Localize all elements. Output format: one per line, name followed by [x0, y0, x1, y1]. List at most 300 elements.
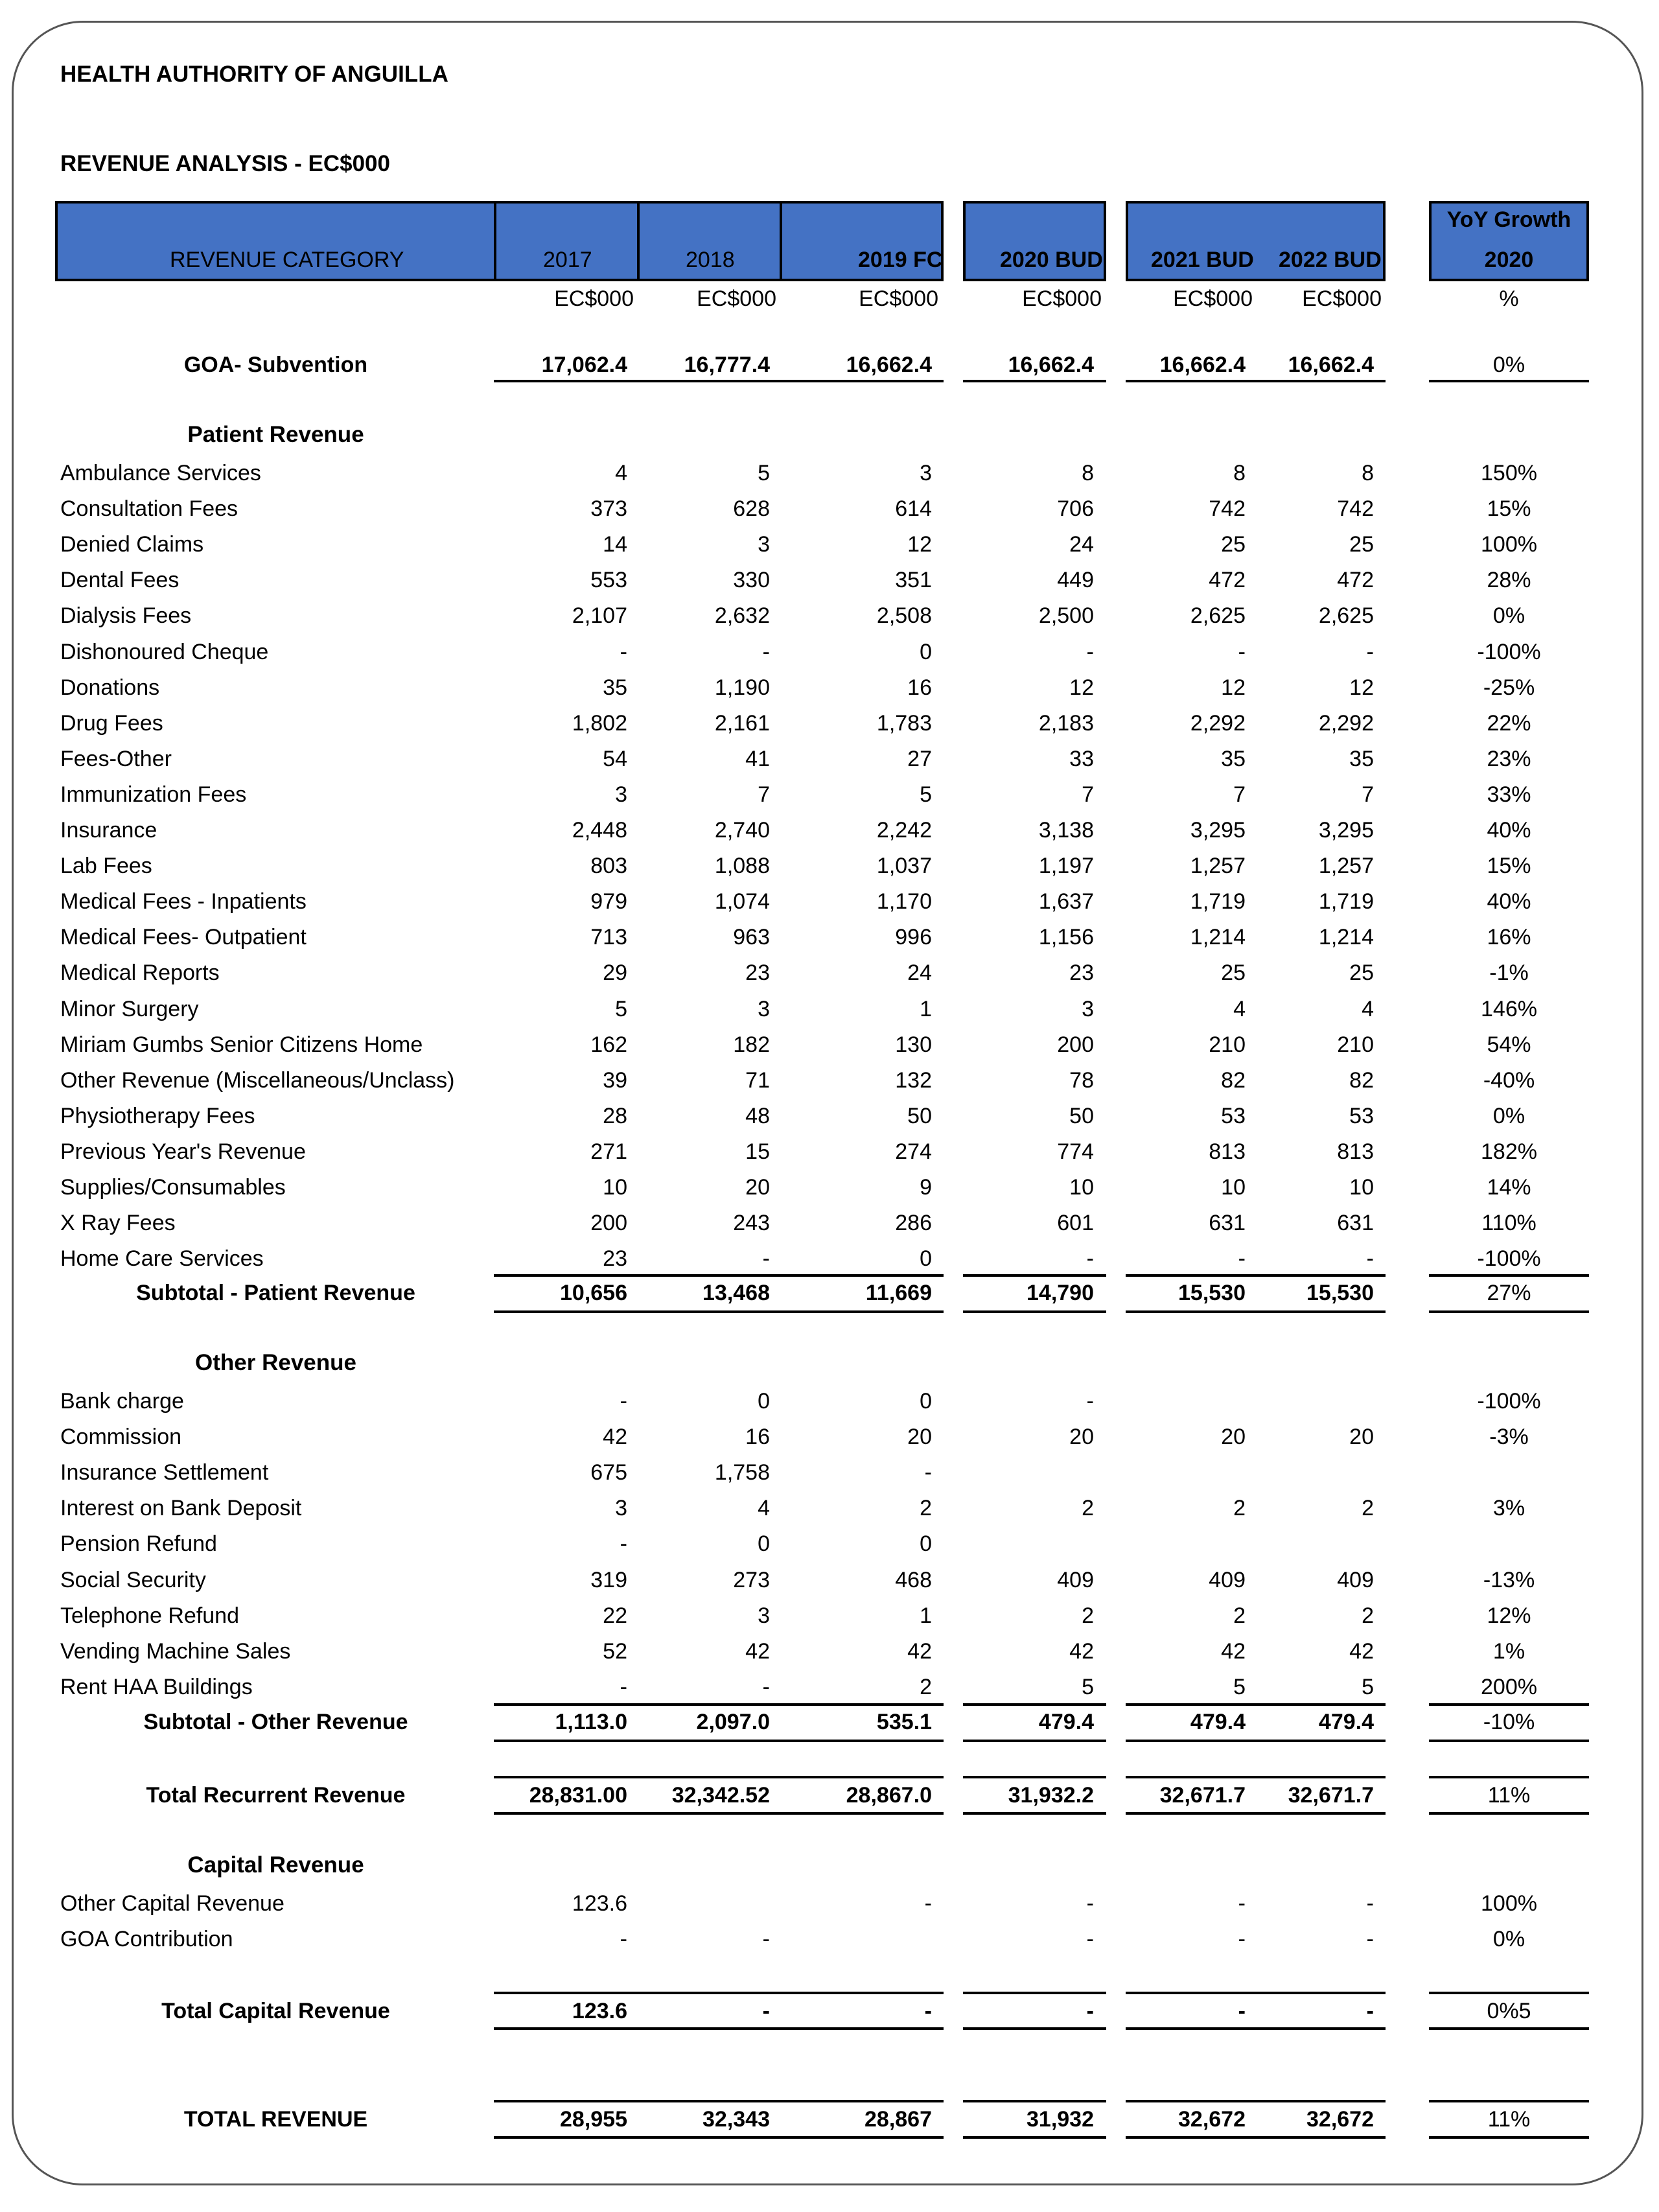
- header-yoy-growth: YoY Growth: [1446, 207, 1572, 232]
- val-yoy: 200%: [1481, 1674, 1537, 1699]
- val-2022: 1,719: [1318, 889, 1374, 914]
- val-2017: 2,448: [572, 818, 627, 843]
- organization-title: HEALTH AUTHORITY OF ANGUILLA: [60, 62, 448, 87]
- row-label: Insurance: [60, 818, 157, 843]
- val-yoy: 100%: [1481, 1891, 1537, 1916]
- val-2018: 3: [758, 532, 770, 557]
- val-2020: 706: [1057, 496, 1094, 522]
- val-2017: 28,831.00: [529, 1783, 627, 1808]
- row-label: Lab Fees: [60, 854, 152, 879]
- val-2018: 15: [745, 1139, 770, 1164]
- val-yoy: 15%: [1487, 496, 1531, 522]
- val-2022: 4: [1362, 996, 1374, 1021]
- val-2021: 32,672: [1178, 2107, 1246, 2132]
- row-label: Rent HAA Buildings: [60, 1674, 253, 1699]
- total-rule-bottom: [963, 2027, 1106, 2030]
- subvention-underline: [963, 380, 1106, 382]
- val-2020: 479.4: [1038, 1710, 1094, 1734]
- val-2021: 7: [1233, 782, 1246, 807]
- val-2020: 3: [1082, 996, 1094, 1021]
- val-2020: 31,932: [1027, 2107, 1094, 2132]
- val-2020: -: [1086, 1927, 1094, 1952]
- val-2018: 41: [745, 746, 770, 771]
- header-divider: [637, 201, 640, 281]
- val-2018: 1,088: [714, 854, 770, 879]
- header-2017: 2017: [543, 248, 592, 272]
- val-2021: 409: [1209, 1567, 1246, 1592]
- val-yoy: -3%: [1489, 1425, 1529, 1450]
- val-yoy: -13%: [1483, 1567, 1535, 1592]
- val-yoy: 54%: [1487, 1032, 1531, 1057]
- val-2021: 1,214: [1190, 925, 1246, 950]
- val-2022: 3,295: [1318, 818, 1374, 843]
- row-label: Supplies/Consumables: [60, 1175, 286, 1200]
- table-row: [0, 1063, 1659, 1099]
- row-label: Vending Machine Sales: [60, 1638, 291, 1664]
- table-row: [0, 1526, 1659, 1562]
- row-label: Medical Fees- Outpatient: [60, 925, 307, 950]
- val-2020: -: [1086, 1389, 1094, 1414]
- row-label: Dental Fees: [60, 568, 180, 593]
- table-row: [0, 992, 1659, 1027]
- val-yoy: 14%: [1487, 1175, 1531, 1200]
- val-2019: 27: [907, 746, 932, 771]
- header-2022: 2022 BUD: [1279, 248, 1382, 272]
- val-2022: 32,672: [1306, 2107, 1374, 2132]
- val-2017: 162: [590, 1032, 627, 1057]
- val-yoy: 0%: [1492, 603, 1526, 629]
- table-row: [0, 955, 1659, 991]
- total-rule-bottom: [1126, 2027, 1386, 2030]
- unit-2018: EC$000: [697, 286, 776, 311]
- val-2018: 32,342.52: [671, 1783, 770, 1808]
- header-2020: 2020 BUD: [1000, 248, 1103, 272]
- val-2022: -: [1366, 639, 1374, 664]
- val-2018: 32,343: [702, 2107, 770, 2132]
- subvention-row: [0, 347, 1659, 383]
- val-2021: 16,662.4: [1159, 353, 1246, 377]
- val-2020: 23: [1069, 960, 1094, 986]
- val-2019: 24: [907, 960, 932, 986]
- table-row: [0, 1563, 1659, 1598]
- val-2017: -: [620, 1674, 627, 1699]
- row-label: Subtotal - Other Revenue: [143, 1710, 408, 1734]
- val-2017: 803: [590, 854, 627, 879]
- val-2021: 2: [1233, 1496, 1246, 1521]
- val-2022: 409: [1337, 1567, 1374, 1592]
- val-2020: 20: [1069, 1425, 1094, 1450]
- table-row: [0, 777, 1659, 813]
- val-2022: 25: [1349, 960, 1374, 986]
- val-2017: 553: [590, 568, 627, 593]
- subtotal-rule-bottom: [1429, 1310, 1589, 1313]
- val-2019: 1,170: [876, 889, 932, 914]
- val-2018: 20: [745, 1175, 770, 1200]
- val-2019: -: [924, 1891, 932, 1916]
- row-label: Total Capital Revenue: [161, 1999, 390, 2023]
- val-2018: 2,097.0: [696, 1710, 770, 1734]
- row-label: Home Care Services: [60, 1246, 264, 1272]
- total-capital-row: [0, 1994, 1659, 2029]
- table-row: [0, 884, 1659, 920]
- val-2022: 631: [1337, 1211, 1374, 1236]
- row-label: Medical Reports: [60, 960, 220, 986]
- row-label: Other Revenue (Miscellaneous/Unclass): [60, 1067, 455, 1093]
- table-row: [0, 1170, 1659, 1205]
- row-label: Interest on Bank Deposit: [60, 1496, 302, 1521]
- total-rule-bottom: [494, 2027, 944, 2030]
- val-2017: 1,113.0: [555, 1710, 627, 1734]
- val-2019: 20: [907, 1425, 932, 1450]
- grand-total-rule-bottom: [963, 2136, 1106, 2139]
- val-2022: 2,292: [1318, 710, 1374, 736]
- table-row: [0, 741, 1659, 777]
- val-yoy: 27%: [1487, 1281, 1531, 1305]
- val-2018: 4: [758, 1496, 770, 1521]
- val-2019: 42: [907, 1638, 932, 1664]
- total-rule-top: [1429, 1776, 1589, 1778]
- val-yoy: 28%: [1487, 568, 1531, 593]
- val-2019: 535.1: [876, 1710, 932, 1734]
- val-2017: -: [620, 1389, 627, 1414]
- table-row: [0, 598, 1659, 634]
- total-rule-top: [494, 1992, 944, 1994]
- section-title-capital-revenue: Capital Revenue: [187, 1852, 364, 1878]
- val-2018: 3: [758, 1603, 770, 1628]
- val-2020: 42: [1069, 1638, 1094, 1664]
- val-2021: 4: [1233, 996, 1246, 1021]
- val-2020: 409: [1057, 1567, 1094, 1592]
- table-row: [0, 563, 1659, 598]
- val-yoy: 0%5: [1487, 1999, 1531, 2023]
- val-2021: 2: [1233, 1603, 1246, 1628]
- val-2019: 2: [920, 1496, 932, 1521]
- grand-total-rule-top: [963, 2100, 1106, 2102]
- table-row: [0, 920, 1659, 955]
- val-2017: 14: [603, 532, 627, 557]
- section-title-other-revenue: Other Revenue: [195, 1350, 356, 1375]
- val-yoy: 150%: [1481, 461, 1537, 485]
- row-label: Ambulance Services: [60, 461, 261, 485]
- header-yoy-year: 2020: [1484, 248, 1534, 272]
- val-2019: 130: [895, 1032, 932, 1057]
- subtotal-other-row: [0, 1705, 1659, 1740]
- total-rule-bottom: [1429, 1812, 1589, 1815]
- val-2019: 1: [920, 996, 932, 1021]
- total-rule-top: [1429, 1992, 1589, 1994]
- val-2021: 2,625: [1190, 603, 1246, 629]
- table-row: [0, 527, 1659, 563]
- row-label: Subtotal - Patient Revenue: [136, 1281, 415, 1305]
- row-label: Medical Fees - Inpatients: [60, 889, 307, 914]
- row-label: Previous Year's Revenue: [60, 1139, 306, 1164]
- subtotal-rule-top: [963, 1274, 1106, 1277]
- total-recurrent-row: [0, 1778, 1659, 1813]
- val-2019: 28,867: [864, 2107, 932, 2132]
- val-2022: 472: [1337, 568, 1374, 593]
- val-2021: 5: [1233, 1674, 1246, 1699]
- table-row: [0, 1922, 1659, 1957]
- val-2022: 479.4: [1318, 1710, 1374, 1734]
- table-row: [0, 1027, 1659, 1063]
- val-2017: 29: [603, 960, 627, 986]
- row-label: Minor Surgery: [60, 996, 199, 1021]
- row-label: Commission: [60, 1425, 182, 1450]
- total-rule-bottom: [1429, 2027, 1589, 2030]
- val-2017: 17,062.4: [541, 353, 627, 377]
- subtotal-rule-top: [1429, 1703, 1589, 1706]
- val-2019: 468: [895, 1567, 932, 1592]
- total-rule-top: [963, 1776, 1106, 1778]
- val-2019: 996: [895, 925, 932, 950]
- val-2020: 7: [1082, 782, 1094, 807]
- row-label: Fees-Other: [60, 746, 172, 771]
- val-2017: 52: [603, 1638, 627, 1664]
- val-2017: -: [620, 639, 627, 664]
- grand-total-row: [0, 2102, 1659, 2137]
- table-row: [0, 634, 1659, 670]
- val-2022: 82: [1349, 1067, 1374, 1093]
- val-2018: 1,190: [714, 675, 770, 700]
- header-2018: 2018: [686, 248, 735, 272]
- val-2020: 8: [1082, 461, 1094, 485]
- val-2017: 3: [615, 1496, 627, 1521]
- val-yoy: 3%: [1492, 1496, 1526, 1521]
- table-row: [0, 491, 1659, 527]
- val-2020: 3,138: [1038, 818, 1094, 843]
- val-2021: 20: [1221, 1425, 1246, 1450]
- val-2019: 1,037: [876, 854, 932, 879]
- val-2019: 16: [907, 675, 932, 700]
- row-label: Social Security: [60, 1567, 206, 1592]
- section-title-patient-revenue: Patient Revenue: [187, 422, 364, 447]
- subtotal-rule-bottom: [1126, 1310, 1386, 1313]
- val-2017: 123.6: [572, 1891, 627, 1916]
- val-2020: 50: [1069, 1103, 1094, 1128]
- val-2022: 5: [1362, 1674, 1374, 1699]
- val-2022: -: [1366, 1927, 1374, 1952]
- val-2021: 479.4: [1190, 1710, 1246, 1734]
- val-2018: 963: [733, 925, 770, 950]
- val-yoy: 0%: [1492, 1927, 1526, 1952]
- val-2022: 742: [1337, 496, 1374, 522]
- val-2017: 28,955: [560, 2107, 627, 2132]
- val-2019: 16,662.4: [846, 353, 932, 377]
- total-rule-bottom: [494, 1812, 944, 1815]
- val-yoy: -40%: [1483, 1067, 1535, 1093]
- val-yoy: 11%: [1487, 2107, 1531, 2132]
- val-2019: 3: [920, 461, 932, 485]
- subtotal-rule-bottom: [494, 1310, 944, 1313]
- val-2017: 713: [590, 925, 627, 950]
- val-2022: 7: [1362, 782, 1374, 807]
- val-2019: 614: [895, 496, 932, 522]
- grand-total-rule-top: [1126, 2100, 1386, 2102]
- val-2018: 2,632: [714, 603, 770, 629]
- val-yoy: 40%: [1487, 818, 1531, 843]
- val-yoy: 22%: [1487, 710, 1531, 736]
- subtotal-rule-bottom: [494, 1740, 944, 1742]
- val-2017: 54: [603, 746, 627, 771]
- val-yoy: 16%: [1487, 925, 1531, 950]
- val-yoy: -25%: [1483, 675, 1535, 700]
- val-2017: 319: [590, 1567, 627, 1592]
- total-rule-top: [963, 1992, 1106, 1994]
- val-2018: 23: [745, 960, 770, 986]
- val-2022: 2: [1362, 1603, 1374, 1628]
- table-row: [0, 670, 1659, 706]
- row-label: Bank charge: [60, 1389, 184, 1414]
- total-rule-top: [494, 1776, 944, 1778]
- val-2019: 9: [920, 1175, 932, 1200]
- val-2018: 5: [758, 461, 770, 485]
- val-2017: 42: [603, 1425, 627, 1450]
- val-2021: 12: [1221, 675, 1246, 700]
- val-2019: 28,867.0: [846, 1783, 932, 1808]
- val-2018: -: [762, 1246, 770, 1272]
- val-2020: 24: [1069, 532, 1094, 557]
- table-row: [0, 848, 1659, 884]
- val-2022: 2: [1362, 1496, 1374, 1521]
- val-2021: 82: [1221, 1067, 1246, 1093]
- val-2022: -: [1366, 1246, 1374, 1272]
- val-2021: 1,719: [1190, 889, 1246, 914]
- header-divider: [780, 201, 782, 281]
- val-2018: 13,468: [702, 1281, 770, 1305]
- val-2020: 31,932.2: [1008, 1783, 1094, 1808]
- val-2022: 210: [1337, 1032, 1374, 1057]
- val-2022: 10: [1349, 1175, 1374, 1200]
- grand-total-rule-bottom: [1429, 2136, 1589, 2139]
- subtotal-rule-top: [1429, 1274, 1589, 1277]
- val-yoy: 11%: [1487, 1783, 1531, 1808]
- val-2017: 10,656: [560, 1281, 627, 1305]
- val-2019: -: [924, 1999, 932, 2023]
- val-2020: 14,790: [1027, 1281, 1094, 1305]
- val-2021: 15,530: [1178, 1281, 1246, 1305]
- val-2018: 273: [733, 1567, 770, 1592]
- val-2019: 0: [920, 1389, 932, 1414]
- val-2017: 5: [615, 996, 627, 1021]
- table-row: [0, 1886, 1659, 1922]
- val-2018: 0: [758, 1531, 770, 1557]
- val-2019: 12: [907, 532, 932, 557]
- val-2021: 25: [1221, 960, 1246, 986]
- val-2018: -: [762, 639, 770, 664]
- unit-2020: EC$000: [1022, 286, 1102, 311]
- val-2018: 16,777.4: [684, 353, 770, 377]
- table-row: [0, 1670, 1659, 1705]
- table-row: [0, 1099, 1659, 1134]
- val-2021: 53: [1221, 1103, 1246, 1128]
- val-2017: 373: [590, 496, 627, 522]
- val-2019: 274: [895, 1139, 932, 1164]
- val-2020: -: [1086, 1891, 1094, 1916]
- val-2022: 16,662.4: [1288, 353, 1374, 377]
- val-2018: 628: [733, 496, 770, 522]
- table-row: [0, 1634, 1659, 1670]
- grand-total-rule-top: [1429, 2100, 1589, 2102]
- header-divider: [494, 201, 496, 281]
- val-2018: -: [762, 1927, 770, 1952]
- row-label: Drug Fees: [60, 710, 163, 736]
- val-2019: 2,242: [876, 818, 932, 843]
- table-row: [0, 1205, 1659, 1241]
- val-2019: 11,669: [865, 1281, 932, 1305]
- total-rule-top: [1126, 1992, 1386, 1994]
- subtotal-rule-top: [1126, 1703, 1386, 1706]
- val-2019: 1,783: [876, 710, 932, 736]
- val-2022: 35: [1349, 746, 1374, 771]
- val-2017: 200: [590, 1211, 627, 1236]
- val-yoy: 146%: [1481, 996, 1537, 1021]
- subvention-underline: [1126, 380, 1386, 382]
- val-yoy: 110%: [1481, 1211, 1537, 1236]
- val-yoy: 100%: [1481, 532, 1537, 557]
- val-2020: 200: [1057, 1032, 1094, 1057]
- val-2019: 5: [920, 782, 932, 807]
- val-2021: 42: [1221, 1638, 1246, 1664]
- val-2022: 2,625: [1318, 603, 1374, 629]
- val-2019: -: [924, 1460, 932, 1485]
- subtotal-rule-top: [1126, 1274, 1386, 1277]
- row-label: Consultation Fees: [60, 496, 238, 522]
- unit-2017: EC$000: [554, 286, 634, 311]
- val-2020: 10: [1069, 1175, 1094, 1200]
- val-2020: 1,637: [1038, 889, 1094, 914]
- row-label: Pension Refund: [60, 1531, 217, 1557]
- table-row: [0, 1455, 1659, 1491]
- unit-2021: EC$000: [1173, 286, 1253, 311]
- val-2019: 0: [920, 639, 932, 664]
- unit-2022: EC$000: [1302, 286, 1382, 311]
- total-rule-top: [1126, 1776, 1386, 1778]
- val-2022: 813: [1337, 1139, 1374, 1164]
- row-label: Physiotherapy Fees: [60, 1103, 255, 1128]
- val-2017: 10: [603, 1175, 627, 1200]
- val-2017: 3: [615, 782, 627, 807]
- val-2020: 16,662.4: [1008, 353, 1094, 377]
- val-yoy: -1%: [1489, 960, 1529, 986]
- row-label: Immunization Fees: [60, 782, 247, 807]
- header-2019: 2019 FC: [858, 248, 943, 272]
- val-2021: -: [1238, 1246, 1246, 1272]
- row-label: GOA Contribution: [60, 1927, 233, 1952]
- val-2020: 2,500: [1038, 603, 1094, 629]
- val-2018: -: [762, 1674, 770, 1699]
- val-2019: 351: [895, 568, 932, 593]
- val-2017: 979: [590, 889, 627, 914]
- subtotal-rule-bottom: [963, 1310, 1106, 1313]
- val-2020: 5: [1082, 1674, 1094, 1699]
- row-label: Telephone Refund: [60, 1603, 240, 1628]
- val-2017: 2,107: [572, 603, 627, 629]
- row-label: Miriam Gumbs Senior Citizens Home: [60, 1032, 423, 1057]
- val-2021: 472: [1209, 568, 1246, 593]
- val-2020: 12: [1069, 675, 1094, 700]
- val-2022: 8: [1362, 461, 1374, 485]
- val-2022: 1,214: [1318, 925, 1374, 950]
- val-2021: 631: [1209, 1211, 1246, 1236]
- val-2019: 50: [907, 1103, 932, 1128]
- val-yoy: 12%: [1487, 1603, 1531, 1628]
- val-2022: 15,530: [1306, 1281, 1374, 1305]
- row-label: Total Recurrent Revenue: [146, 1783, 406, 1808]
- val-yoy: 182%: [1481, 1139, 1537, 1164]
- val-yoy: 1%: [1492, 1638, 1526, 1664]
- val-2017: -: [620, 1531, 627, 1557]
- val-2021: 3,295: [1190, 818, 1246, 843]
